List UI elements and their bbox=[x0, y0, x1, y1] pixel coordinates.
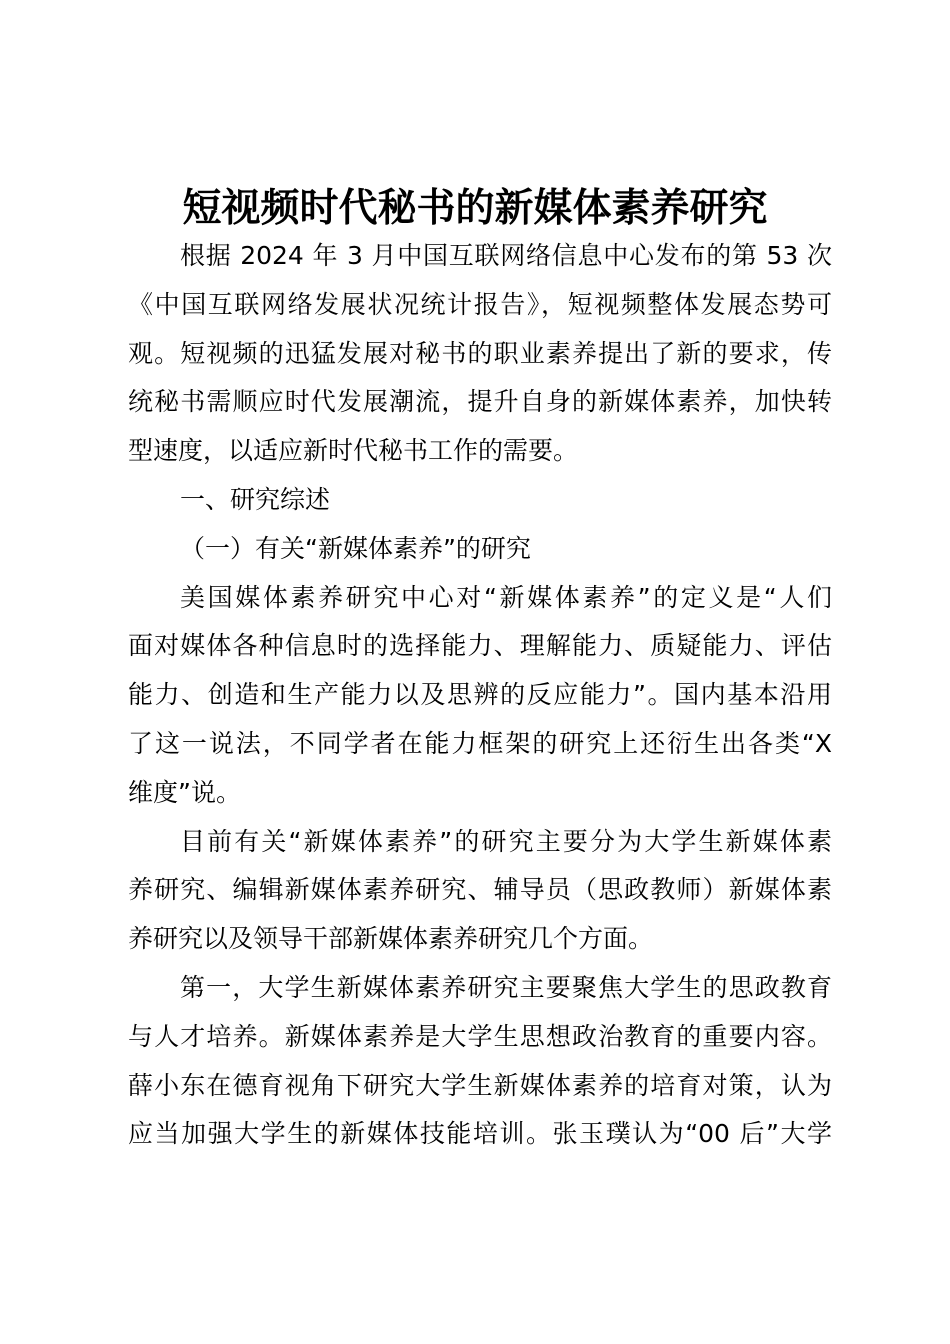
paragraph bbox=[128, 964, 832, 1159]
paragraph bbox=[128, 574, 832, 818]
document-title: 短视频时代秘书的新媒体素养研究 bbox=[182, 185, 768, 231]
paragraph-line: 美国媒体素养研究中心对“新媒体素养”的定义是“人们 bbox=[180, 582, 832, 612]
paragraph-line: 维度”说。 bbox=[128, 777, 241, 807]
paragraph-line: 了这一说法，不同学者在能力框架的研究上还衍生出各类“X bbox=[128, 728, 832, 758]
paragraph-line: 应当加强大学生的新媒体技能培训。张玉璞认为“00 后”大学 bbox=[128, 1119, 832, 1149]
paragraph bbox=[128, 525, 832, 574]
paragraph-line: 养研究以及领导干部新媒体素养研究几个方面。 bbox=[128, 924, 654, 954]
paragraph-line: 养研究、编辑新媒体素养研究、辅导员（思政教师）新媒体素 bbox=[128, 875, 832, 905]
document-body bbox=[128, 232, 832, 1159]
paragraph-line: 目前有关“新媒体素养”的研究主要分为大学生新媒体素 bbox=[180, 826, 832, 856]
paragraph-line: 型速度，以适应新时代秘书工作的需要。 bbox=[128, 436, 579, 466]
paragraph-line: 一、研究综述 bbox=[180, 484, 331, 514]
paragraph bbox=[128, 232, 832, 476]
paragraph-line: 面对媒体各种信息时的选择能力、理解能力、质疑能力、评估 bbox=[128, 631, 832, 661]
paragraph-line: 根据 2024 年 3 月中国互联网络信息中心发布的第 53 次 bbox=[180, 241, 832, 270]
paragraph bbox=[128, 476, 832, 525]
paragraph-line: 观。短视频的迅猛发展对秘书的职业素养提出了新的要求，传 bbox=[128, 338, 832, 368]
paragraph bbox=[128, 818, 832, 964]
paragraph-line: 《中国互联网络发展状况统计报告》，短视频整体发展态势可 bbox=[128, 289, 832, 319]
paragraph-line: 与人才培养。新媒体素养是大学生思想政治教育的重要内容。 bbox=[128, 1021, 832, 1051]
paragraph-line: 统秘书需顺应时代发展潮流，提升自身的新媒体素养，加快转 bbox=[128, 387, 832, 417]
paragraph-line: 能力、创造和生产能力以及思辨的反应能力”。国内基本沿用 bbox=[128, 680, 832, 710]
paragraph-line: 第一，大学生新媒体素养研究主要聚焦大学生的思政教育 bbox=[180, 972, 832, 1002]
paragraph-line: 薛小东在德育视角下研究大学生新媒体素养的培育对策，认为 bbox=[128, 1070, 832, 1100]
paragraph-line: （一）有关“新媒体素养”的研究 bbox=[180, 533, 531, 563]
